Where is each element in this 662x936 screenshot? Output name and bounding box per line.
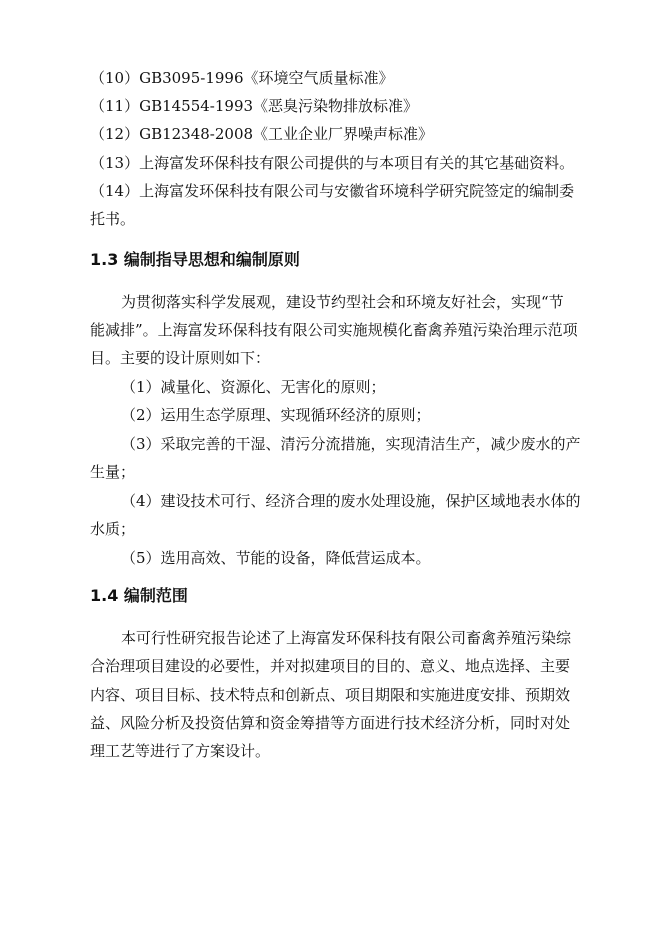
paragraph-line: 本可行性研究报告论述了上海富发环保科技有限公司畜禽养殖污染综 (121, 629, 572, 647)
principle-item-2: （2）运用生态学原理、实现循环经济的原则； (121, 406, 431, 424)
section-1-4-heading: 1.4 编制范围 (90, 586, 188, 605)
principle-item-4: （4）建设技术可行、经济合理的废水处理设施，保护区域地表水体的 (121, 492, 581, 510)
reference-item-13: （13）上海富发环保科技有限公司提供的与本项目有关的其它基础资料。 (90, 154, 575, 172)
reference-item-12: （12）GB12348-2008《工业企业厂界噪声标准》 (90, 125, 434, 143)
principle-item-3-continued: 生量； (90, 463, 136, 481)
paragraph-line: 为贯彻落实科学发展观，建设节约型社会和环境友好社会，实现“节 (121, 293, 564, 311)
reference-item-14-continued: 托书。 (90, 210, 136, 228)
reference-item-10: （10）GB3095-1996《环境空气质量标准》 (90, 69, 394, 87)
paragraph-line: 目。主要的设计原则如下： (90, 349, 271, 367)
reference-item-14: （14）上海富发环保科技有限公司与安徽省环境科学研究院签定的编制委 (90, 182, 575, 200)
section-1-3-heading: 1.3 编制指导思想和编制原则 (90, 250, 300, 269)
reference-item-11: （11）GB14554-1993《恶臭污染物排放标准》 (90, 97, 419, 115)
paragraph-line: 理工艺等进行了方案设计。 (90, 742, 271, 760)
paragraph-line: 内容、项目目标、技术特点和创新点、项目期限和实施进度安排、预期效 (90, 686, 571, 704)
principle-item-5: （5）选用高效、节能的设备，降低营运成本。 (121, 549, 431, 567)
principle-item-4-continued: 水质； (90, 520, 136, 538)
paragraph-line: 益、风险分析及投资估算和资金筹措等方面进行技术经济分析，同时对处 (90, 714, 571, 732)
paragraph-line: 能减排”。上海富发环保科技有限公司实施规模化畜禽养殖污染治理示范项 (90, 321, 578, 339)
paragraph-line: 合治理项目建设的必要性，并对拟建项目的目的、意义、地点选择、主要 (90, 657, 571, 675)
principle-item-3: （3）采取完善的干湿、清污分流措施，实现清洁生产，减少废水的产 (121, 435, 581, 453)
principle-item-1: （1）减量化、资源化、无害化的原则； (121, 378, 386, 396)
